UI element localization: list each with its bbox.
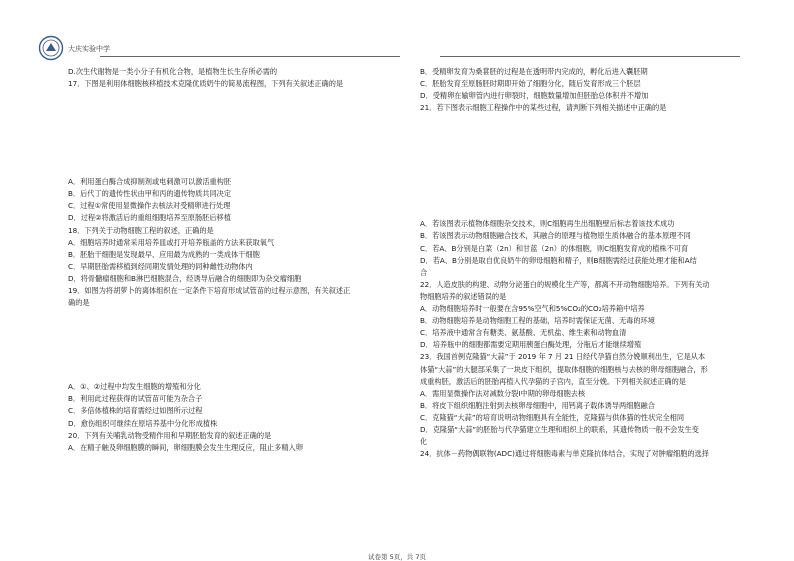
header-rule-left <box>100 56 400 57</box>
text-line: D．愈伤组织可继续在原培养基中分化形成植株 <box>68 418 218 428</box>
text-line: C．胚胎发育至原肠胚时期即开始了细胞分化，随后发育形成三个胚层 <box>420 79 641 89</box>
text-line: B．若该图表示动物细胞融合技术，其融合的原理与植物原生质体融合的基本原理不同 <box>420 231 691 241</box>
text-line: A．①、②过程中均发生细胞的增殖和分化 <box>68 382 201 392</box>
text-line: A．细胞培养时通常采用培养皿或打开培养瓶盖的方法来获取氧气 <box>68 237 275 247</box>
text-line: 20．下列有关哺乳动物受精作用和早期胚胎发育的叙述正确的是 <box>68 430 272 440</box>
text-line: 19．如图为将胡萝卜的离体组织在一定条件下培育形成试管苗的过程示意图，有关叙述正 <box>68 286 351 296</box>
text-line: 化 <box>420 437 428 447</box>
left-column <box>68 66 350 454</box>
text-line: 22．人造皮肤的构建、动物分泌蛋白的规模化生产等，都离不开动物细胞培养。下列有关动 <box>420 279 710 289</box>
text-line: 成重构胚，激活后的胚胎再植入代孕猫的子宫内，直至分娩。下列相关叙述正确的是 <box>420 376 686 386</box>
text-line: 17．下图是利用体细胞核移植技术克隆优质奶牛的简易流程图，下列有关叙述正确的是 <box>68 79 344 89</box>
right-column <box>420 66 709 460</box>
text-line: C．若A、B分别是白菜（2n）和甘蓝（2n）的体细胞，则C细胞发育成的植株不可育 <box>420 243 689 253</box>
text-line: D．克隆猫“大蒜”的胚胎与代孕猫建立生理和组织上的联系，其遗传物质一般不会发生变 <box>420 424 699 434</box>
text-line: A．利用蛋白酶合成抑制剂或电刺激可以激活重构胚 <box>68 177 232 187</box>
text-line: A．在精子触及卵细胞膜的瞬间，卵细胞膜会发生生理反应，阻止多精入卵 <box>68 442 303 452</box>
text-line: B．将皮下组织细胞注射到去核卵母细胞中，用钙离子载体诱导两细胞融合 <box>420 400 655 410</box>
text-line: C．过程①常使用显微操作去核法对受精卵进行处理 <box>68 201 231 211</box>
figure-placeholder-q21 <box>420 114 709 218</box>
text-line: B．后代丁的遗传性状由甲和丙的遗传物质共同决定 <box>68 189 232 199</box>
text-line: 合 <box>420 267 428 277</box>
text-line: 23．我国首例克隆猫“大蒜”于 2019 年 7 月 21 日经代孕猫自然分娩顺利出生，它是从本 <box>420 352 706 362</box>
text-line: B．动物细胞培养是动物细胞工程的基础，培养时需保证无菌、无毒的环境 <box>420 316 655 326</box>
figure-placeholder-q19 <box>68 309 350 381</box>
header-rule-right <box>440 56 740 57</box>
text-line: 物细胞培养的叙述错误的是 <box>420 291 507 301</box>
text-line: D．若A、B分别是取自优良奶牛的卵母细胞和精子，则B细胞需经过获能处理才能和A结 <box>420 255 697 265</box>
text-line: C．培养液中通常含有糖类、氨基酸、无机盐、维生素和动物血清 <box>420 328 627 338</box>
text-line: 18．下列关于动物细胞工程的叙述，正确的是 <box>68 225 214 235</box>
text-line: C．早期胚胎需移植到经同期发情处理的同种雌性动物体内 <box>68 261 253 271</box>
text-line: 21．若下图表示细胞工程操作中的某些过程，请判断下列相关描述中正确的是 <box>420 103 667 113</box>
text-line: B．受精卵发育为桑葚胚的过程是在透明带内完成的，孵化后进入囊胚期 <box>420 67 648 76</box>
text-line: C．克隆猫“大蒜”的培育说明动物细胞具有全能性，克隆猫与供体猫的性状完全相同 <box>420 412 685 422</box>
school-name: 大庆实验中学 <box>68 45 110 53</box>
text-line: D.次生代谢物是一类小分子有机化合物，是植物生长生存所必需的 <box>68 67 278 76</box>
text-line: B．胚胎干细胞是发现最早、应用最为成熟的一类成体干细胞 <box>68 249 260 259</box>
text-line: C．多倍体植株的培育需经过如图所示过程 <box>68 406 203 416</box>
text-line: D．过程②将激活后的重组细胞培养至原肠胚后移植 <box>68 213 231 223</box>
school-logo-icon <box>38 35 64 61</box>
text-line: D．培养瓶中的细胞都需要定期用胰蛋白酶处理，分瓶后才能继续增殖 <box>420 340 642 350</box>
text-line: 体猫“大蒜”的大腿部采集了一块皮下组织，提取体细胞的细胞核与去核的卵母细胞融合，形 <box>420 364 708 374</box>
text-line: 24．抗体－药物偶联物(ADC)通过将细胞毒素与单克隆抗体结合，实现了对肿瘤细胞的选择 <box>420 449 709 459</box>
text-line: A．需用显微操作法对减数分裂Ⅰ中期的卵母细胞去核 <box>420 388 586 398</box>
figure-placeholder-q17 <box>68 90 350 176</box>
text-line: D．受精卵在输卵管内进行卵裂时，细胞数量增加但胚胎总体积并不增加 <box>420 91 649 101</box>
text-line: A．若该图表示植物体细胞杂交技术，则C细胞再生出细胞壁后标志着该技术成功 <box>420 219 675 229</box>
page-footer: 试卷第 5页，共 7页 <box>368 553 426 561</box>
text-line: D．将骨髓瘤细胞和B淋巴细胞混合，经诱导后融合的细胞即为杂交瘤细胞 <box>68 273 302 283</box>
text-line: 确的是 <box>68 298 90 308</box>
text-line: A．动物细胞培养时一般要在含95%空气和5%CO₂的CO₂培养箱中培养 <box>420 304 645 314</box>
text-line: B．利用此过程获得的试管苗可能为杂合子 <box>68 394 203 404</box>
